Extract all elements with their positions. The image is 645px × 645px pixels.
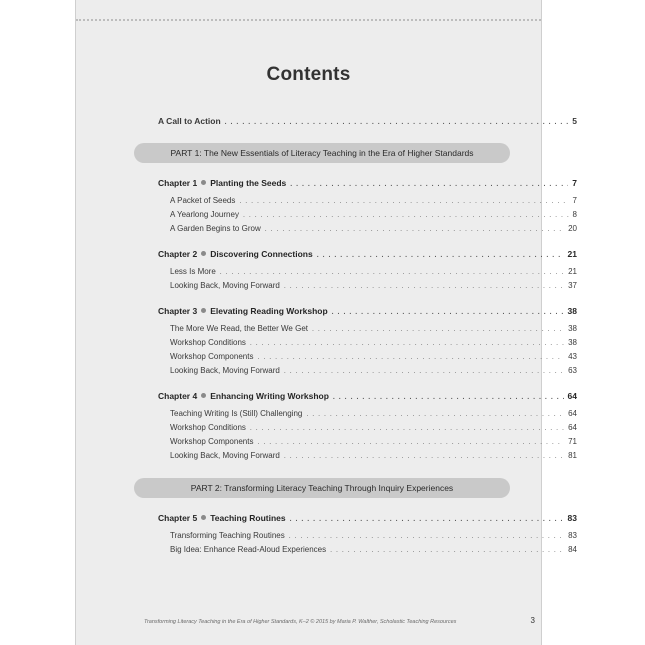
toc-section[interactable] bbox=[170, 437, 577, 446]
toc-entry-page: 5 bbox=[572, 116, 577, 126]
section-page: 38 bbox=[568, 338, 577, 347]
dot-leader bbox=[333, 394, 564, 401]
chapter-page: 7 bbox=[572, 178, 577, 188]
document-page bbox=[75, 0, 577, 645]
toc-section[interactable] bbox=[170, 267, 577, 276]
chapter-number: Chapter 5 bbox=[158, 513, 198, 523]
section-page: 81 bbox=[568, 451, 577, 460]
toc-section[interactable] bbox=[170, 352, 577, 361]
chapter-heading bbox=[158, 306, 328, 316]
toc-section[interactable] bbox=[170, 409, 577, 418]
dot-leader bbox=[225, 119, 569, 126]
toc-entry-call-to-action[interactable] bbox=[158, 116, 577, 126]
dot-leader bbox=[265, 226, 564, 233]
dotted-divider bbox=[76, 19, 541, 21]
dot-leader bbox=[250, 340, 564, 347]
section-label: A Yearlong Journey bbox=[170, 210, 239, 219]
section-page: 20 bbox=[568, 224, 577, 233]
toc-section[interactable] bbox=[170, 366, 577, 375]
section-label: Workshop Components bbox=[170, 437, 254, 446]
page-number: 3 bbox=[530, 616, 535, 625]
section-page: 64 bbox=[568, 409, 577, 418]
section-page: 37 bbox=[568, 281, 577, 290]
section-label: Looking Back, Moving Forward bbox=[170, 281, 280, 290]
section-page: 38 bbox=[568, 324, 577, 333]
section-page: 63 bbox=[568, 366, 577, 375]
section-label: Less Is More bbox=[170, 267, 216, 276]
section-page: 83 bbox=[568, 531, 577, 540]
dot-leader bbox=[290, 181, 568, 188]
dot-leader bbox=[284, 368, 564, 375]
page-title: Contents bbox=[266, 64, 351, 85]
toc-chapter-2[interactable] bbox=[158, 249, 577, 259]
dot-leader bbox=[257, 439, 564, 446]
toc-section[interactable] bbox=[170, 338, 577, 347]
chapter-heading bbox=[158, 178, 286, 188]
section-label: The More We Read, the Better We Get bbox=[170, 324, 308, 333]
dot-leader bbox=[306, 411, 564, 418]
toc-chapter-1[interactable] bbox=[158, 178, 577, 188]
dot-leader bbox=[284, 283, 564, 290]
dot-leader bbox=[284, 453, 564, 460]
chapter-page: 83 bbox=[567, 513, 577, 523]
part-banner-2: PART 2: Transforming Literacy Teaching Through Inquiry Experiences bbox=[134, 478, 510, 498]
toc-entry-label: A Call to Action bbox=[158, 116, 221, 126]
bullet-icon bbox=[201, 308, 206, 313]
dot-leader bbox=[290, 516, 564, 523]
section-page: 21 bbox=[568, 267, 577, 276]
dot-leader bbox=[330, 547, 564, 554]
bullet-icon bbox=[201, 515, 206, 520]
toc-section[interactable] bbox=[170, 423, 577, 432]
chapter-heading bbox=[158, 391, 329, 401]
chapter-number: Chapter 2 bbox=[158, 249, 198, 259]
section-page: 7 bbox=[572, 196, 577, 205]
toc-chapter-3[interactable] bbox=[158, 306, 577, 316]
section-label: Looking Back, Moving Forward bbox=[170, 366, 280, 375]
section-label: Transforming Teaching Routines bbox=[170, 531, 285, 540]
chapter-title: Discovering Connections bbox=[210, 249, 313, 259]
bullet-icon bbox=[201, 251, 206, 256]
chapter-number: Chapter 3 bbox=[158, 306, 198, 316]
toc-section[interactable] bbox=[170, 281, 577, 290]
toc-section[interactable] bbox=[170, 451, 577, 460]
section-page: 64 bbox=[568, 423, 577, 432]
part-banner-1: PART 1: The New Essentials of Literacy Teaching in the Era of Higher Standards bbox=[134, 143, 510, 163]
section-page: 8 bbox=[572, 210, 577, 219]
section-page: 71 bbox=[568, 437, 577, 446]
dot-leader bbox=[332, 309, 564, 316]
chapter-number: Chapter 4 bbox=[158, 391, 198, 401]
section-label: Looking Back, Moving Forward bbox=[170, 451, 280, 460]
toc-section[interactable] bbox=[170, 210, 577, 219]
dot-leader bbox=[239, 198, 568, 205]
dot-leader bbox=[250, 425, 564, 432]
chapter-heading bbox=[158, 513, 286, 523]
chapter-title: Elevating Reading Workshop bbox=[210, 306, 328, 316]
dot-leader bbox=[312, 326, 564, 333]
chapter-page: 21 bbox=[567, 249, 577, 259]
section-label: Workshop Components bbox=[170, 352, 254, 361]
dot-leader bbox=[243, 212, 569, 219]
section-page: 43 bbox=[568, 352, 577, 361]
section-page: 84 bbox=[568, 545, 577, 554]
dot-leader bbox=[289, 533, 564, 540]
toc-chapter-5[interactable] bbox=[158, 513, 577, 523]
dot-leader bbox=[257, 354, 564, 361]
toc-section[interactable] bbox=[170, 545, 577, 554]
chapter-page: 38 bbox=[567, 306, 577, 316]
page-footer: Transforming Literacy Teaching in the Era of Higher Standards, K–2 © 2015 by Maria P. Walther, Scholastic Teaching Resources bbox=[144, 619, 457, 625]
chapter-title: Enhancing Writing Workshop bbox=[210, 391, 329, 401]
section-label: A Garden Begins to Grow bbox=[170, 224, 261, 233]
chapter-title: Teaching Routines bbox=[210, 513, 286, 523]
section-label: A Packet of Seeds bbox=[170, 196, 236, 205]
section-label: Workshop Conditions bbox=[170, 423, 246, 432]
dot-leader bbox=[220, 269, 564, 276]
chapter-page: 64 bbox=[567, 391, 577, 401]
bullet-icon bbox=[201, 393, 206, 398]
chapter-title: Planting the Seeds bbox=[210, 178, 287, 188]
dot-leader bbox=[317, 252, 564, 259]
chapter-number: Chapter 1 bbox=[158, 178, 198, 188]
toc-section[interactable] bbox=[170, 324, 577, 333]
chapter-heading bbox=[158, 249, 313, 259]
section-label: Workshop Conditions bbox=[170, 338, 246, 347]
toc-section[interactable] bbox=[170, 531, 577, 540]
bullet-icon bbox=[201, 180, 206, 185]
toc-section[interactable] bbox=[170, 196, 577, 205]
toc-chapter-4[interactable] bbox=[158, 391, 577, 401]
toc-section[interactable] bbox=[170, 224, 577, 233]
section-label: Big Idea: Enhance Read-Aloud Experiences bbox=[170, 545, 327, 554]
section-label: Teaching Writing Is (Still) Challenging bbox=[170, 409, 303, 418]
